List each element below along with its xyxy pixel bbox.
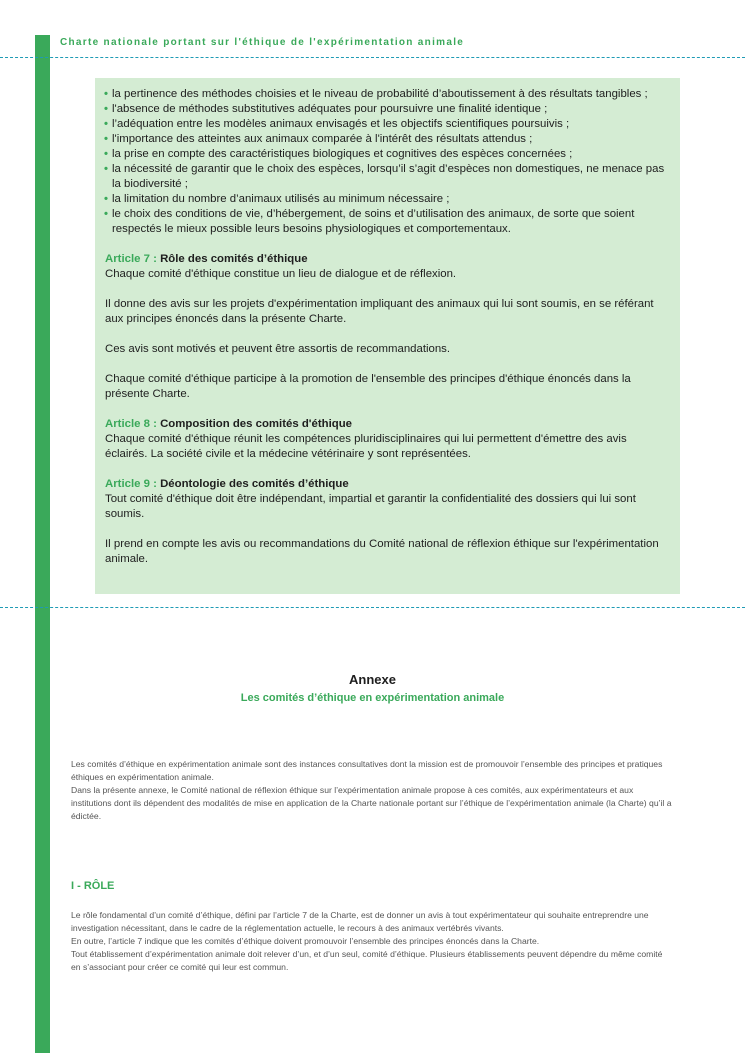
article-separator: : (149, 253, 161, 265)
middle-dashed-rule (0, 607, 745, 608)
top-dashed-rule (0, 57, 745, 58)
paragraph: Ces avis sont motivés et peuvent être assortis de recommandations. (105, 343, 451, 355)
article-heading (105, 417, 665, 432)
paragraph: Tout comité d'éthique doit être indépendant, impartial et garantir la confidentialité des dossiers qui lui sont soumis. (105, 493, 636, 520)
article-heading (105, 252, 665, 267)
list-item: • l’adéquation entre les modèles animaux envisagés et les objectifs scientifiques poursuivis ; (105, 117, 665, 132)
paragraph: Chaque comité d'éthique constitue un lieu de dialogue et de réflexion. (105, 268, 457, 280)
article-number: Article 9 (105, 478, 150, 490)
article-8 (105, 417, 665, 462)
list-item: • la nécessité de garantir que le choix des espèces, lorsqu’il s’agit d’espèces non domestiques, ne menace pas la biodiversité ; (105, 162, 665, 192)
article-heading (105, 477, 665, 492)
charter-excerpt-box (95, 78, 680, 594)
section-heading-role: I - RÔLE (71, 880, 115, 892)
paragraph: Il prend en compte les avis ou recommandations du Comité national de réflexion éthique sur l'expérimentation animale. (105, 538, 659, 565)
article-title: Rôle des comités d’éthique (160, 253, 308, 265)
section-role-body (71, 909, 673, 974)
article-separator: : (149, 418, 161, 430)
article-number: Article 7 (105, 253, 150, 265)
article-number: Article 8 (105, 418, 150, 430)
paragraph: Il donne des avis sur les projets d'expérimentation impliquant des animaux qui lui sont soumis, en se référant aux principes énoncés dans la présente Charte. (105, 298, 654, 325)
list-item: • la pertinence des méthodes choisies et le niveau de probabilité d’aboutissement à des résultats tangibles ; (105, 87, 665, 102)
list-item: • la prise en compte des caractéristiques biologiques et cognitives des espèces concernées ; (105, 147, 665, 162)
article-separator: : (149, 478, 161, 490)
article-7 (105, 252, 665, 402)
annexe-title: Annexe (349, 672, 396, 687)
left-margin-bar (35, 35, 50, 1053)
paragraph: En outre, l’article 7 indique que les comités d’éthique doivent promouvoir l’ensemble des principes énoncés dans la Charte. (71, 936, 540, 946)
annexe-intro (71, 758, 673, 823)
paragraph: Chaque comité d'éthique participe à la promotion de l'ensemble des principes d'éthique énoncés dans la présente Charte. (105, 373, 631, 400)
list-item: • l'absence de méthodes substitutives adéquates pour poursuivre une finalité identique ; (105, 102, 665, 117)
list-item: • le choix des conditions de vie, d’hébergement, de soins et d’utilisation des animaux, de sorte que soient respectés le mieux possible leurs besoins physiologiques et comportementaux. (105, 207, 665, 237)
article-title: Composition des comités d'éthique (160, 418, 353, 430)
paragraph: Le rôle fondamental d’un comité d’éthique, défini par l’article 7 de la Charte, est de donner un avis à tout expérimentateur qui souhaite entreprendre une investigation nécessitant, dans le cadre de la réglementation actuelle, le recours à des animaux vertébrés vivants. (71, 910, 649, 933)
criteria-list (105, 87, 665, 237)
running-header: Charte nationale portant sur l'éthique de l'expérimentation animale (60, 37, 465, 48)
paragraph: Dans la présente annexe, le Comité national de réflexion éthique sur l’expérimentation animale propose à ces comités, aux expérimentateurs et aux institutions dont ils dépendent des modalités de mise en application de la Charte nationale portant sur l’éthique de l’expérimentation animale (la Charte) qu’il a édictée. (71, 785, 672, 821)
paragraph: Tout établissement d’expérimentation animale doit relever d’un, et d’un seul, comité d’éthique. Plusieurs établissements peuvent dépendre du même comité en s’associant pour créer ce comité qui leur est commun. (71, 949, 663, 972)
list-item: • l'importance des atteintes aux animaux comparée à l'intérêt des résultats attendus ; (105, 132, 665, 147)
paragraph: Les comités d’éthique en expérimentation animale sont des instances consultatives dont la mission est de promouvoir l’ensemble des principes et pratiques éthiques en expérimentation animale. (71, 759, 663, 782)
paragraph: Chaque comité d'éthique réunit les compétences pluridisciplinaires qui lui permettent d'émettre des avis éclairés. La société civile et la médecine vétérinaire y sont représentées. (105, 433, 627, 460)
article-9 (105, 477, 665, 567)
annexe-subtitle: Les comités d’éthique en expérimentation animale (240, 692, 505, 704)
article-title: Déontologie des comités d’éthique (160, 478, 349, 490)
list-item: • la limitation du nombre d’animaux utilisés au minimum nécessaire ; (105, 192, 665, 207)
